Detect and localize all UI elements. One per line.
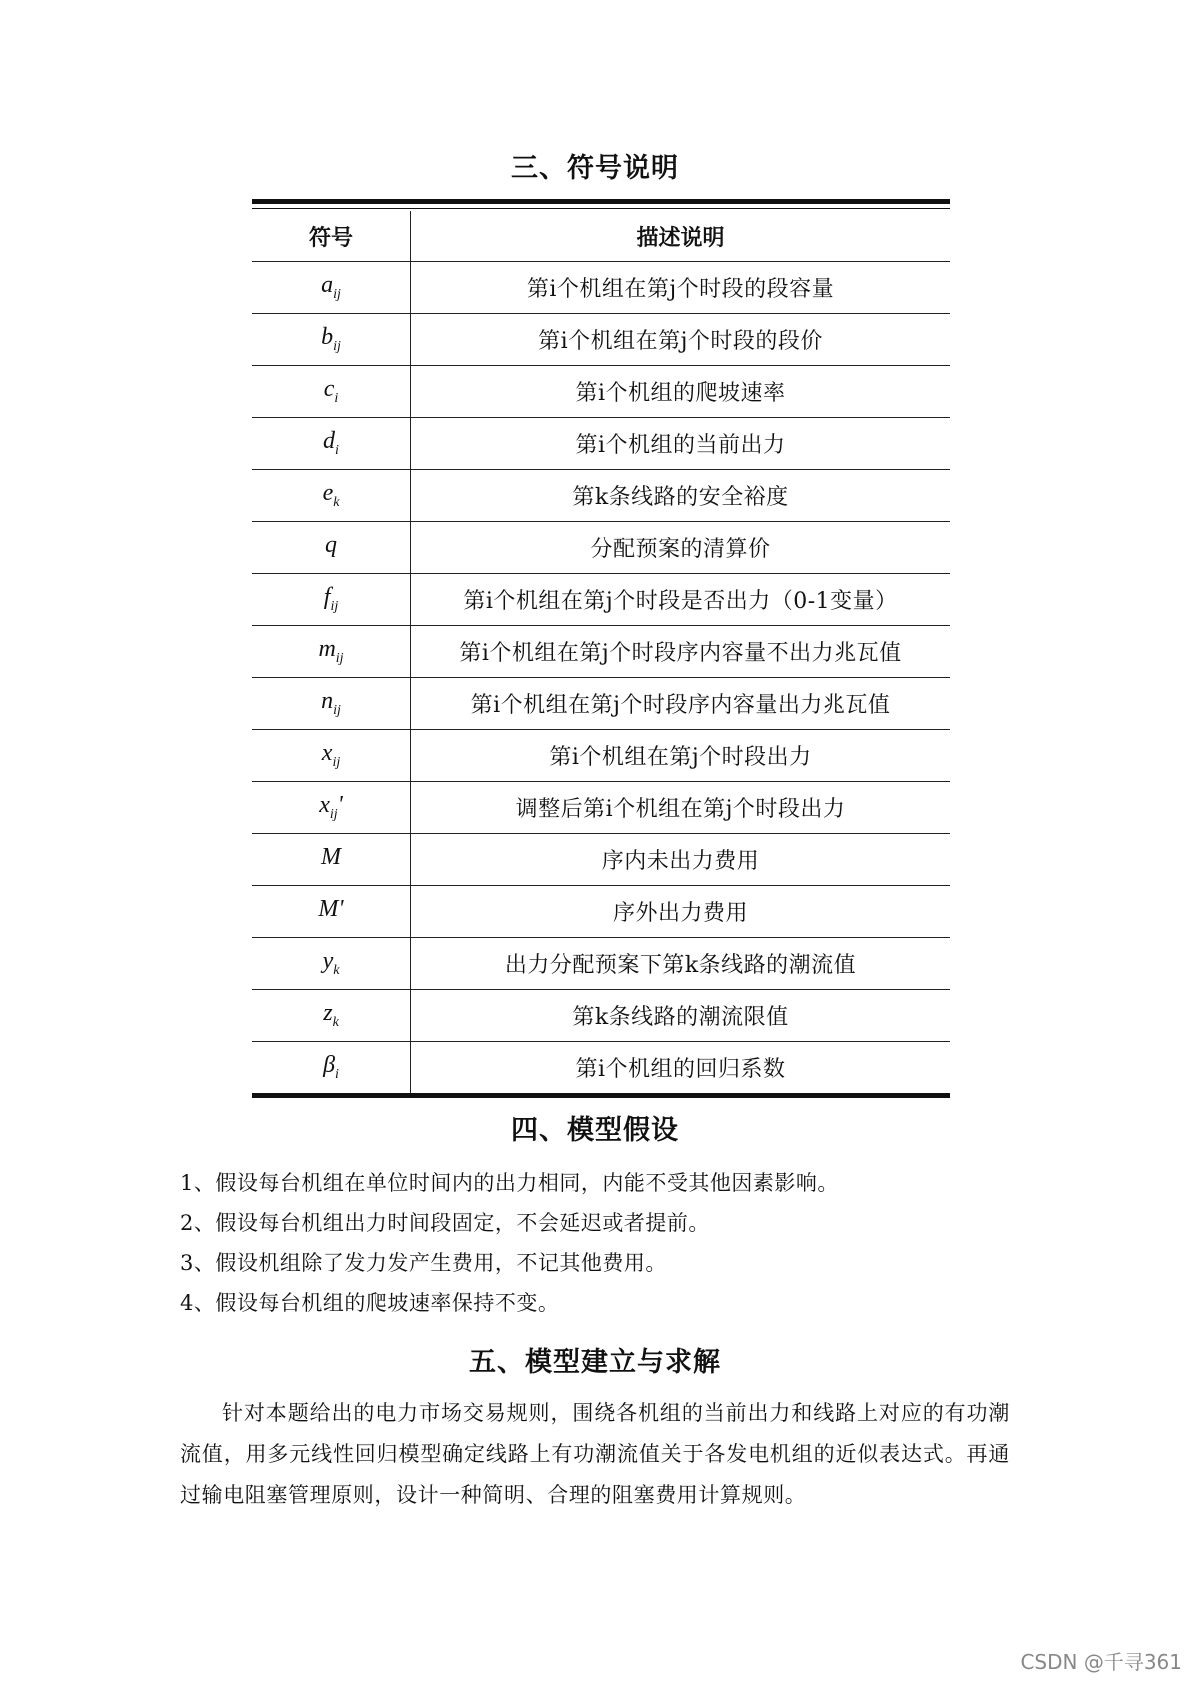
description-cell: 第i个机组在第j个时段是否出力（0-1变量） <box>411 574 951 626</box>
symbol-subscript: k <box>332 1014 339 1030</box>
symbol-base: m <box>318 636 336 663</box>
symbol-subscript: i <box>335 1066 339 1082</box>
symbol-subscript: ij <box>333 338 341 354</box>
symbol-subscript: ij <box>329 806 338 822</box>
symbol-cell <box>252 626 411 678</box>
list-item: 2、假设每台机组出力时间段固定，不会延迟或者提前。 <box>180 1211 710 1235</box>
table-body <box>252 262 950 1094</box>
description-cell: 第i个机组的当前出力 <box>411 418 951 470</box>
symbol-base: β <box>323 1052 336 1079</box>
symbol-cell <box>252 782 411 834</box>
symbol-table <box>252 199 950 1098</box>
table-row <box>252 418 950 470</box>
symbol-cell <box>252 418 411 470</box>
symbol-base: d <box>323 428 336 455</box>
symbol-cell <box>252 886 411 938</box>
table-row <box>252 938 950 990</box>
symbol-subscript: ij <box>333 286 341 302</box>
description-cell: 第i个机组在第j个时段序内容量不出力兆瓦值 <box>411 626 951 678</box>
watermark: CSDN @千寻361 <box>1020 1650 1182 1674</box>
symbol-cell <box>252 262 411 314</box>
table-row <box>252 522 950 574</box>
section-title-symbols: 三、符号说明 <box>511 153 679 184</box>
list-item: 4、假设每台机组的爬坡速率保持不变。 <box>180 1291 560 1315</box>
list-item: 3、假设机组除了发力发产生费用，不记其他费用。 <box>180 1251 667 1275</box>
list-item: 1、假设每台机组在单位时间内的出力相同，内能不受其他因素影响。 <box>180 1171 839 1195</box>
symbol-base: n <box>321 688 334 715</box>
description-cell: 序外出力费用 <box>411 886 951 938</box>
symbol-subscript: i <box>334 390 339 406</box>
symbol-cell <box>252 574 411 626</box>
description-cell: 第k条线路的安全裕度 <box>411 470 951 522</box>
symbol-base: x <box>321 740 333 767</box>
symbol-cell <box>252 730 411 782</box>
symbol-base: e <box>322 480 334 507</box>
symbol-cell <box>252 938 411 990</box>
description-cell: 第i个机组的回归系数 <box>575 1057 786 1082</box>
symbol-base: M <box>321 844 341 871</box>
table-row <box>252 262 950 314</box>
symbol-prime: ' <box>337 792 343 819</box>
description-cell: 第k条线路的潮流限值 <box>411 990 951 1042</box>
table-row <box>252 1042 950 1094</box>
symbol-base: z <box>323 1000 333 1027</box>
table-header-row <box>252 211 950 262</box>
symbol-subscript: ij <box>332 754 341 770</box>
table-row <box>252 678 950 730</box>
symbol-base: b <box>321 324 334 351</box>
description-cell: 第i个机组在第j个时段序内容量出力兆瓦值 <box>411 678 951 730</box>
section-title-assumptions: 四、模型假设 <box>511 1115 679 1146</box>
body-paragraph: 针对本题给出的电力市场交易规则，围绕各机组的当前出力和线路上对应的有功潮流值，用多元线性回归模型确定线路上有功潮流值关于各发电机组的近似表达式。再通过输电阻塞管理原则，设计一种简明、合理的阻塞费用计算规则。 <box>180 1401 1010 1507</box>
symbol-base: q <box>325 532 337 559</box>
description-cell: 第i个机组在第j个时段的段容量 <box>411 262 951 314</box>
symbol-cell <box>252 678 411 730</box>
symbol-cell <box>252 366 411 418</box>
symbol-cell <box>252 990 411 1042</box>
table-row <box>252 574 950 626</box>
header-description: 描述说明 <box>411 211 951 262</box>
symbol-subscript: k <box>333 494 340 510</box>
table-row <box>252 834 950 886</box>
description-cell: 第i个机组的爬坡速率 <box>411 366 951 418</box>
symbol-subscript: ij <box>335 650 344 666</box>
description-cell: 第i个机组在第j个时段出力 <box>411 730 951 782</box>
symbol-subscript: k <box>333 962 340 978</box>
symbol-base: x <box>319 792 330 819</box>
symbol-cell <box>252 522 411 574</box>
table-row <box>252 886 950 938</box>
section-title-model: 五、模型建立与求解 <box>469 1347 721 1378</box>
symbol-base: y <box>322 948 334 975</box>
description-cell: 出力分配预案下第k条线路的潮流值 <box>411 938 951 990</box>
description-cell: 调整后第i个机组在第j个时段出力 <box>411 782 951 834</box>
table-row <box>252 314 950 366</box>
symbol-cell <box>252 314 411 366</box>
symbol-base: M <box>318 896 339 923</box>
description-cell: 分配预案的清算价 <box>411 522 951 574</box>
table-row <box>252 990 950 1042</box>
symbol-cell <box>252 834 411 886</box>
symbol-prime: ' <box>338 896 344 923</box>
symbol-cell <box>252 470 411 522</box>
description-cell: 序内未出力费用 <box>411 834 951 886</box>
table-row <box>252 730 950 782</box>
symbol-subscript: ij <box>333 702 341 718</box>
table-row <box>252 626 950 678</box>
description-cell: 第i个机组在第j个时段的段价 <box>411 314 951 366</box>
assumption-list <box>180 1163 839 1323</box>
symbol-base: f <box>323 584 331 611</box>
table-row <box>252 470 950 522</box>
table-row <box>252 782 950 834</box>
symbol-subscript: ij <box>330 598 339 614</box>
header-symbol: 符号 <box>252 211 411 262</box>
symbol-subscript: i <box>335 442 339 458</box>
table-row <box>252 366 950 418</box>
symbol-base: c <box>323 376 335 403</box>
symbol-cell <box>252 1042 411 1094</box>
symbol-base: a <box>321 272 334 299</box>
